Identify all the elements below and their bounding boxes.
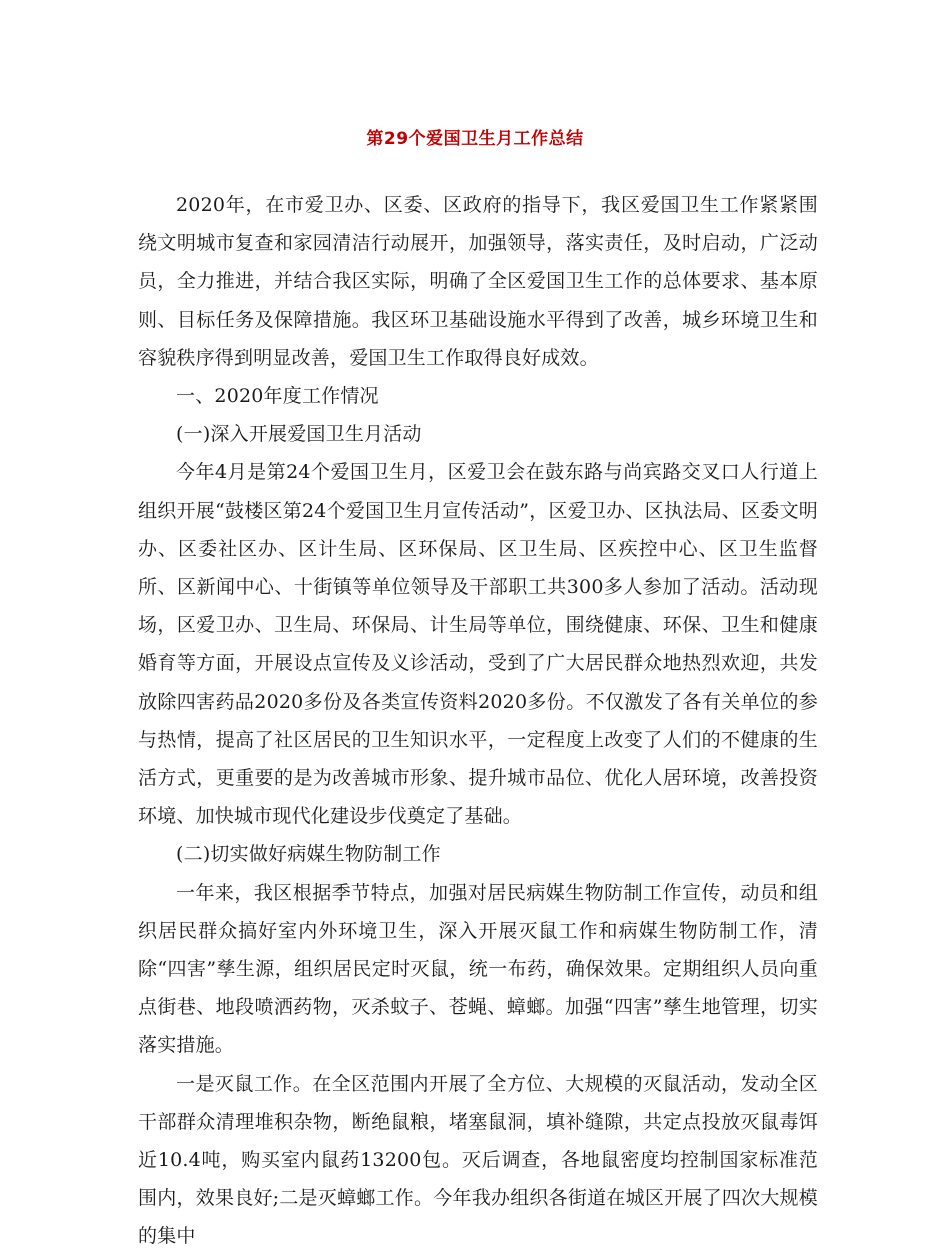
paragraph-health-month: 今年4月是第24个爱国卫生月，区爱卫会在鼓东路与尚宾路交叉口人行道上组织开展“鼓楼区第24个爱国卫生月宣传活动”，区爱卫办、区执法局、区委文明办、区委社区办、区计生局、区环保局、区卫生局、区疾控中心、区卫生监督所、区新闻中心、十街镇等单位领导及干部职工共300多人参加了活动。活动现场，区爱卫办、卫生局、环保局、计生局等单位，围绕健康、环保、卫生和健康婚育等方面，开展设点宣传及义诊活动，受到了广大居民群众地热烈欢迎，共发放除四害药品2020多份及各类宣传资料2020多份。不仅激发了各有关单位的参与热情，提高了社区居民的卫生知识水平，一定程度上改变了人们的不健康的生活方式，更重要的是为改善城市形象、提升城市品位、优化人居环境，改善投资环境、加快城市现代化建设步伐奠定了基础。 <box>138 461 818 828</box>
paragraph-rodent-control: 一是灭鼠工作。在全区范围内开展了全方位、大规模的灭鼠活动，发动全区干部群众清理堆积杂物，断绝鼠粮，堵塞鼠洞，填补缝隙，共定点投放灭鼠毒饵近10.4吨，购买室内鼠药13200包。灭后调查，各地鼠密度均控制国家标准范围内，效果良好;二是灭蟑螂工作。今年我办组织各街道在城区开展了四次大规模的集中 <box>138 1072 818 1248</box>
paragraph-vector-control: 一年来，我区根据季节特点，加强对居民病媒生物防制工作宣传，动员和组织居民群众搞好室内外环境卫生，深入开展灭鼠工作和病媒生物防制工作，清除“四害”孳生源，组织居民定时灭鼠，统一布药，确保效果。定期组织人员向重点街巷、地段喷洒药物，灭杀蚊子、苍蝇、蟑螂。加强“四害”孳生地管理，切实落实措施。 <box>138 881 818 1057</box>
subsection-heading-1: (一)深入开展爱国卫生月活动 <box>176 423 422 446</box>
subsection-heading-2: (二)切实做好病媒生物防制工作 <box>176 843 441 866</box>
document-title: 第29个爱国卫生月工作总结 <box>366 129 584 149</box>
paragraph-intro: 2020年，在市爱卫办、区委、区政府的指导下，我区爱国卫生工作紧紧围绕文明城市复查和家园清洁行动展开，加强领导，落实责任，及时启动，广泛动员，全力推进，并结合我区实际，明确了全区爱国卫生工作的总体要求、基本原则、目标任务及保障措施。我区环卫基础设施水平得到了改善，城乡环境卫生和容貌秩序得到明显改善，爱国卫生工作取得良好成效。 <box>138 194 818 369</box>
document-body <box>138 186 818 1256</box>
section-heading-1: 一、2020年度工作情况 <box>176 385 379 408</box>
